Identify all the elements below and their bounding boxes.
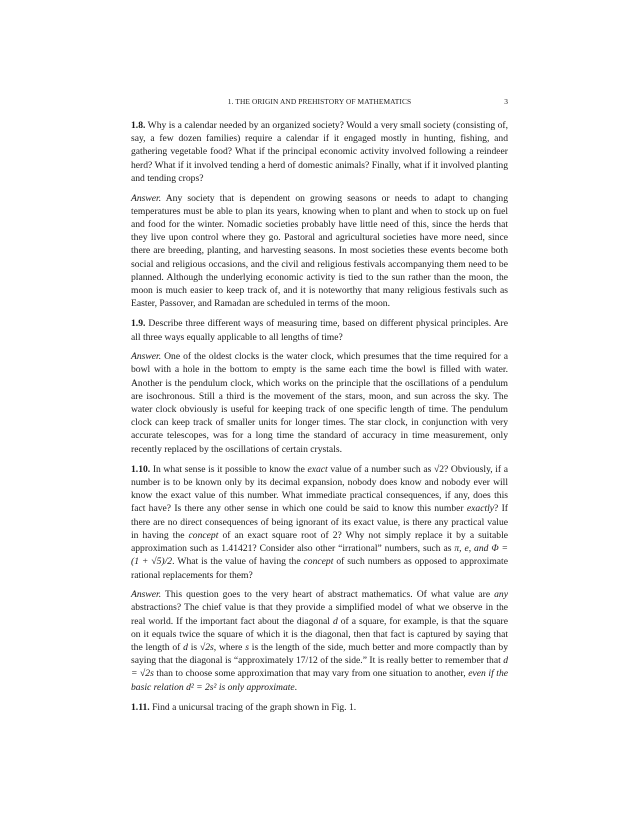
math-fraction: 17/12 xyxy=(295,655,318,667)
answer-text: One of the oldest clocks is the water clock, which presumes that the time required for a bowl with a hole in the bottom to empty is the same each time the bowl is filled with water. Another is the pendulum clock, which works on the principle that the oscillations of a pendulum are isochronous. Still a third is the movement of the stars, moon, and sun across the sky. The water clock obviously is useful for keeping track of one specific length of time. The pendulum clock can keep track of smaller units for longer times. The star clock, in conjunction with very accurate telescopes, was for a long time the standard of accuracy in time measurement, only recently replaced by the oscillations of certain crystals. xyxy=(131,351,508,455)
answer-text: Any society that is dependent on growing seasons or needs to adapt to changing temperatures must be able to plan its years, knowing when to plant and when to stock up on fuel and food for the winter. Nomadic societies probably have little need of this, since the herds that they live upon control where they go. Pastoral and agricultural societies have more need, since there are breeding, planting, and harvesting seasons. In most societies these events become both social and religious occasions, and the civil and religious festivals accompanying them need to be planned. Although the underlying economic activity is tied to the sun rather than the moon, the moon is much easier to keep track of, and it is noteworthy that many religious festivals such as Easter, Passover, and Ramadan are scheduled in terms of the moon. xyxy=(131,192,508,310)
answer-label: Answer. xyxy=(131,589,162,601)
answer-label: Answer. xyxy=(131,192,162,204)
math-expression: √2 xyxy=(433,463,445,475)
problem-number: 1.10. xyxy=(131,463,151,475)
answer-text: , where xyxy=(213,642,246,654)
problem-1-9-answer xyxy=(131,350,508,456)
question-text: Why is a calendar needed by an organized society? Would a very small society (consisting of, say, a few dozen families) require a calendar if it engaged mostly in hunting, fishing, and gathering vegetable food? What if the principal economic activity involved following a reindeer herd? What if it involved tending a herd of domestic animals? Finally, what if it involved planting and tending crops? xyxy=(131,120,508,184)
answer-text: abstractions? The chief value is that they provide a simplified model of what we observe in the real world. If the important fact about the diagonal xyxy=(131,602,508,627)
math-expression: √2s xyxy=(199,642,214,654)
emphasis: concept xyxy=(303,556,334,568)
question-text: ? If there are no direct consequences of being ignorant of its exact value, is there any practical value in having the xyxy=(131,503,508,541)
emphasis: even if the basic relation d² = 2s² is only approximate xyxy=(131,668,509,693)
emphasis: concept xyxy=(188,529,219,541)
answer-label: Answer. xyxy=(131,351,162,363)
question-text: Describe three different ways of measuring time, based on different physical principles. Are all three ways equally applicable to all lengths of time? xyxy=(131,318,508,343)
page-body xyxy=(131,119,508,721)
problem-number: 1.9. xyxy=(131,318,146,330)
question-text: Find a unicursal tracing of the graph shown in Fig. 1. xyxy=(152,701,357,713)
emphasis: any xyxy=(494,589,508,601)
problem-number: 1.11. xyxy=(131,701,150,713)
emphasis: exact xyxy=(307,463,328,475)
math-expression: d = √2s xyxy=(131,655,508,680)
problem-1-8-answer xyxy=(131,192,508,311)
math-expression: π, e, and Φ = (1 + √5)/2 xyxy=(131,543,509,568)
question-text: . What is the value of having the xyxy=(172,556,304,568)
question-text: In what sense is it possible to know the xyxy=(152,463,308,475)
question-text: ? Obviously, if a number is to be known only by its decimal expansion, nobody does know and nobody ever will know the exact value of this number. What immediate practical consequences, if any, does this fact have? Is there any other sense in which one could be said to know this number xyxy=(131,463,508,515)
math-expression: d xyxy=(332,615,338,627)
problem-1-8-question xyxy=(131,119,508,185)
question-text: of an exact square root of 2? Why not simply replace it by a suitable approximation such as 1.41421? Consider also other “irrational” numbers, such as xyxy=(131,529,508,555)
math-expression: d xyxy=(183,642,188,654)
problem-1-10-question xyxy=(131,463,508,582)
question-text: value of a number such as xyxy=(327,463,434,475)
answer-text: is xyxy=(187,642,200,654)
answer-text: of a square, for example, is that the square on it equals twice the square of which it is the diagonal, then that fact is captured by saying that the length of xyxy=(131,615,508,654)
math-expression: s xyxy=(245,642,249,654)
answer-text: . xyxy=(294,681,298,693)
answer-text: is the length of the side, much better and more compactly than by saying that the diagonal is “approximately xyxy=(131,642,508,667)
chapter-title: 1. THE ORIGIN AND PREHISTORY OF MATHEMATICS xyxy=(227,97,412,106)
problem-number: 1.8. xyxy=(131,120,146,131)
page-number: 3 xyxy=(504,97,508,106)
problem-1-11-question xyxy=(131,701,508,714)
answer-text: than to choose some approximation that may vary from one situation to another, xyxy=(153,668,469,680)
answer-text: This question goes to the very heart of abstract mathematics. Of what value are xyxy=(165,589,495,601)
problem-1-9-question xyxy=(131,317,508,343)
question-text: of such numbers as opposed to approximate rational replacements for them? xyxy=(131,556,508,581)
problem-1-10-answer xyxy=(131,588,508,694)
emphasis: exactly xyxy=(466,503,495,515)
answer-text: of the side.” It is really better to remember that xyxy=(317,655,504,667)
